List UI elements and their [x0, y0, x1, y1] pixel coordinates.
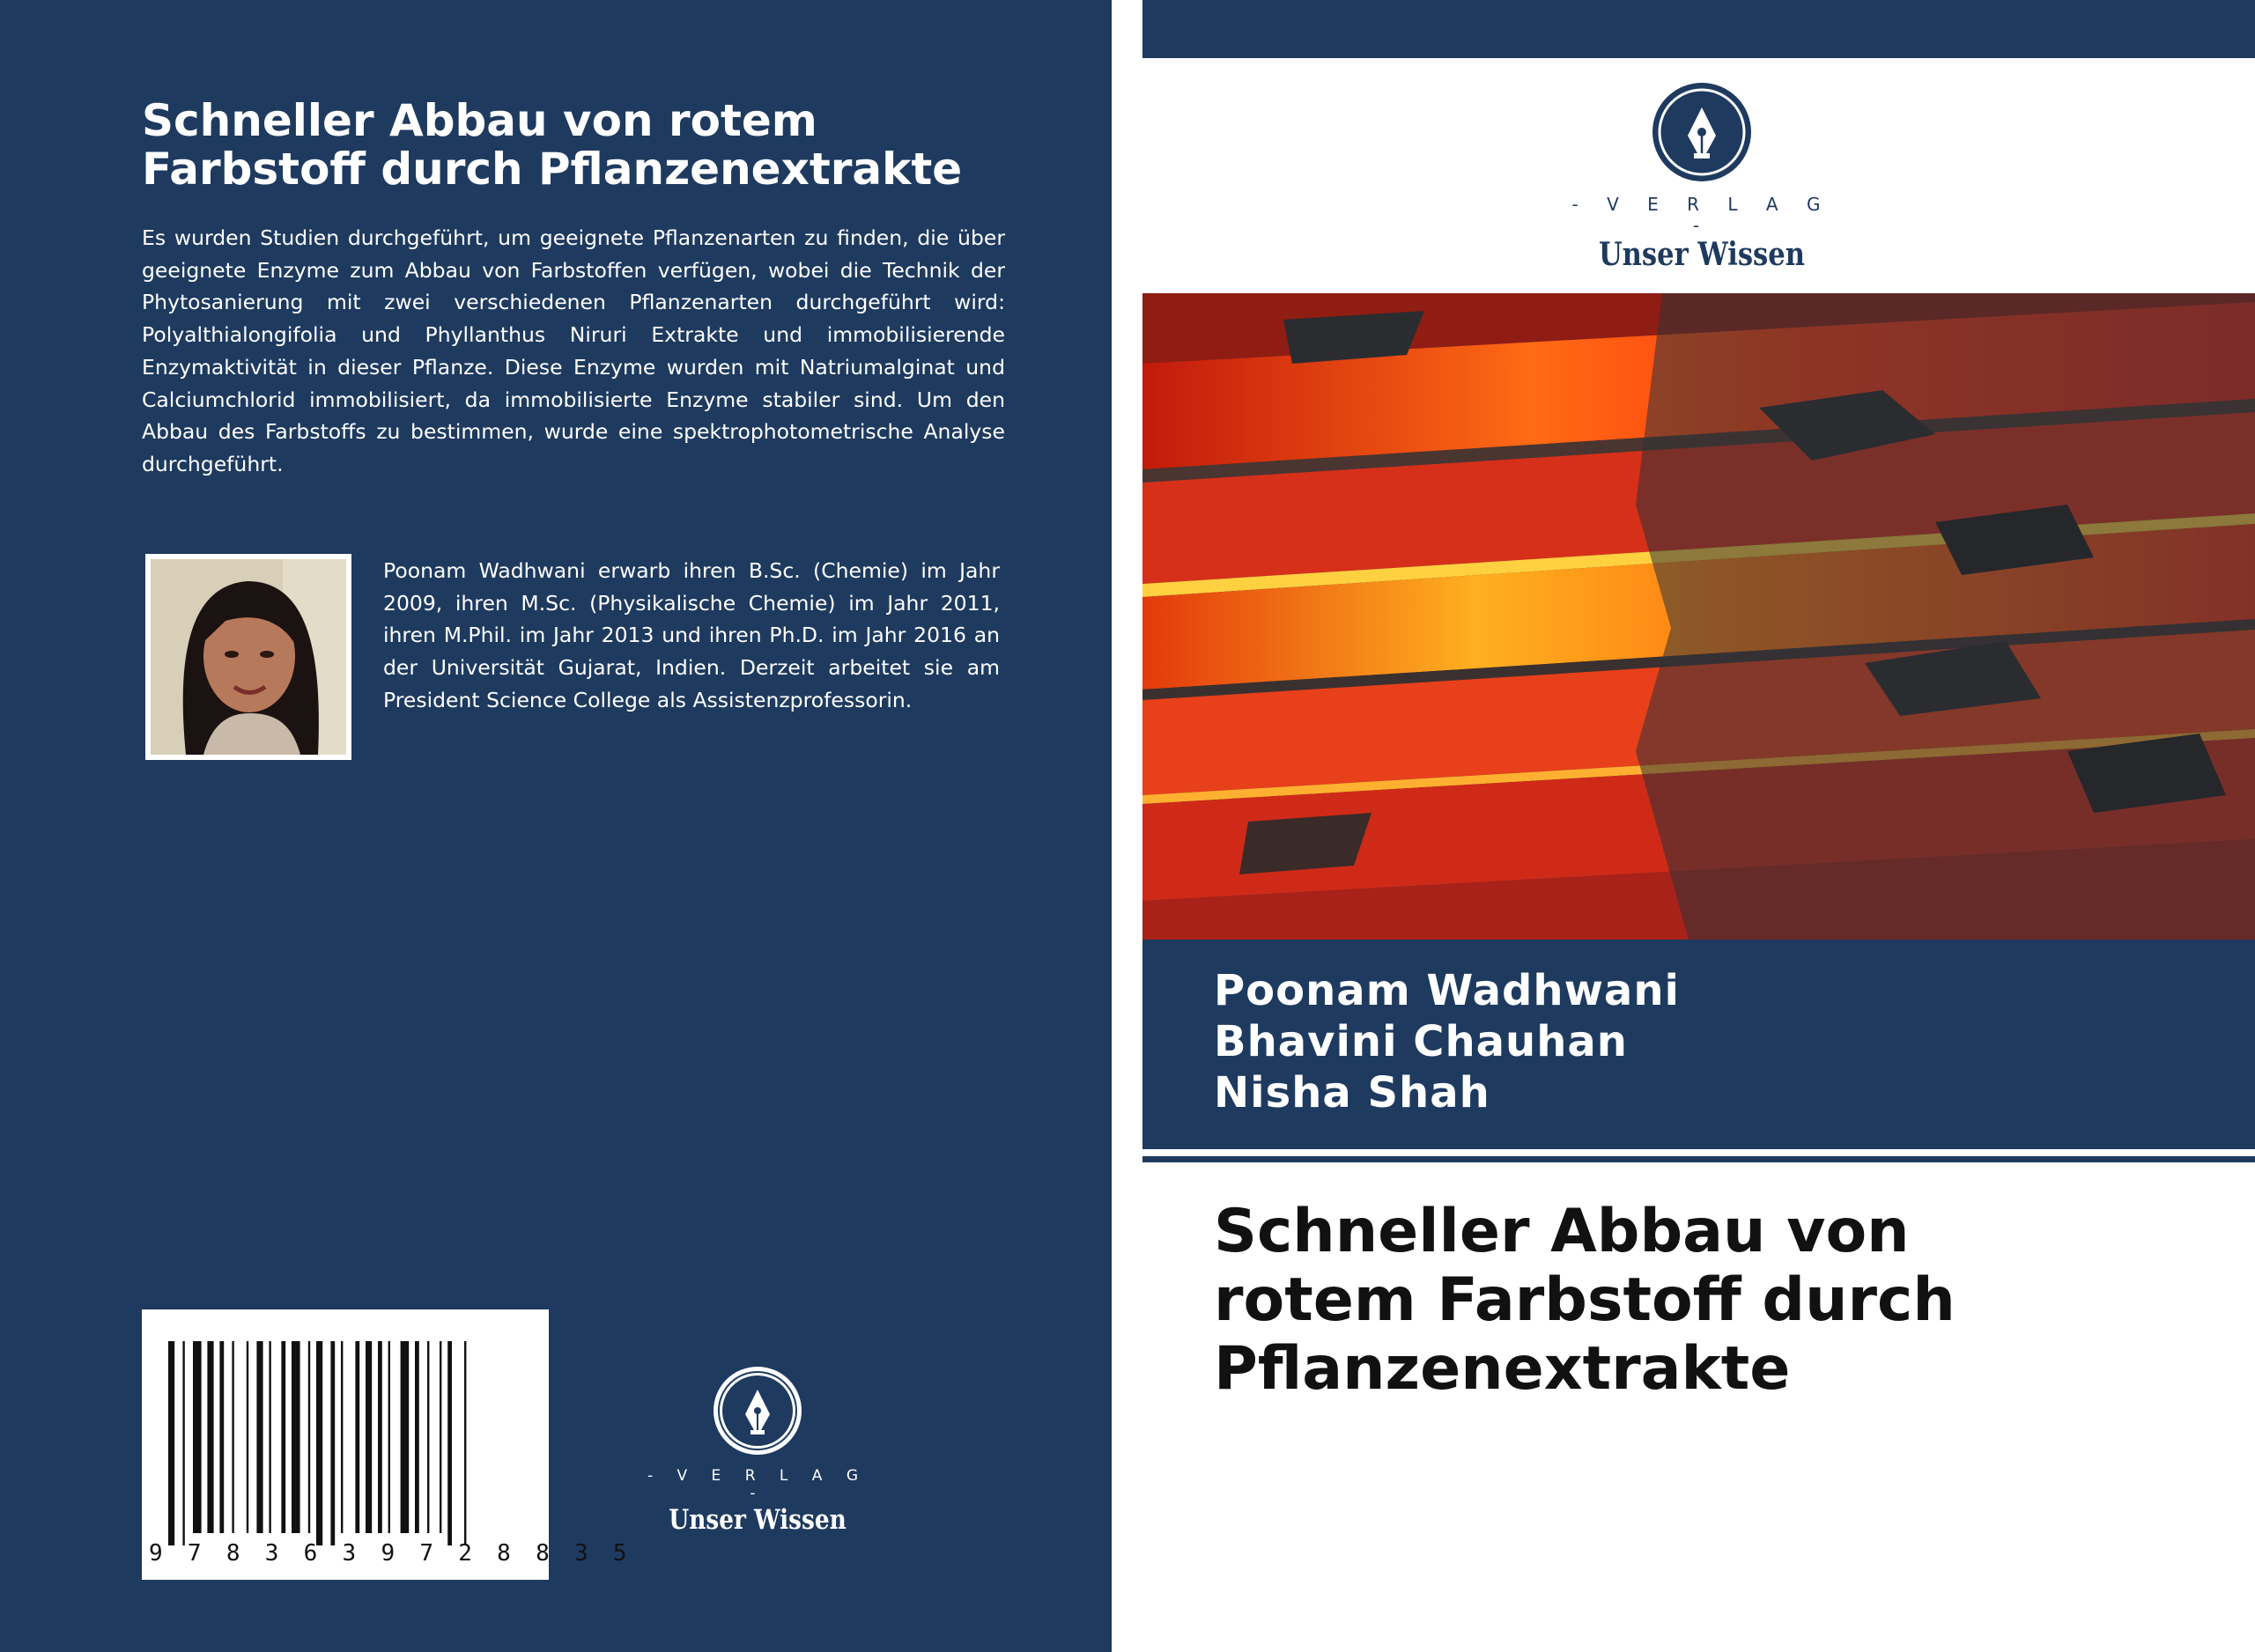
barcode-bar — [401, 1341, 410, 1533]
front-title-line-3: Pflanzenextrakte — [1214, 1334, 1791, 1404]
barcode-bar — [281, 1341, 285, 1533]
front-publisher-logo — [1556, 81, 1847, 273]
barcode-bar — [378, 1341, 382, 1533]
barcode-bar — [269, 1341, 270, 1533]
back-title-line-2: Farbstoff durch Pflanzenextrakte — [142, 144, 963, 195]
barcode-bar — [440, 1341, 441, 1533]
barcode-bar — [388, 1341, 390, 1533]
author-2: Bhavini Chauhan — [1214, 1017, 1628, 1066]
barcode-bar — [256, 1341, 262, 1533]
barcode-bar — [219, 1341, 224, 1533]
back-cover — [0, 0, 1112, 1652]
back-publisher-name: Unser Wissen — [669, 1504, 847, 1536]
barcode-bar — [193, 1341, 202, 1533]
author-3: Nisha Shah — [1214, 1068, 1490, 1117]
barcode-digits: 9 7 8 3 6 3 9 7 2 8 8 3 5 — [149, 1540, 632, 1567]
fountain-pen-nib-icon — [712, 1365, 803, 1457]
barcode-bar — [308, 1341, 310, 1533]
author-portrait-image — [151, 559, 346, 755]
author-1: Poonam Wadhwani — [1214, 966, 1680, 1015]
spine-gap — [1112, 0, 1142, 1652]
barcode-bar — [247, 1341, 248, 1533]
front-cover — [1142, 0, 2255, 1652]
back-publisher-logo — [634, 1365, 881, 1536]
fountain-pen-nib-icon — [1651, 81, 1753, 183]
isbn-barcode — [142, 1309, 632, 1580]
barcode-bar — [330, 1341, 335, 1545]
back-title-line-1: Schneller Abbau von rotem — [142, 95, 817, 146]
author-portrait — [145, 554, 351, 760]
authors-band — [1142, 940, 2255, 1149]
barcode-bar — [447, 1341, 452, 1545]
front-title-line-1: Schneller Abbau von — [1214, 1197, 1910, 1266]
front-verlag-label: - V E R L A G - — [1571, 194, 1832, 236]
barcode-bar — [427, 1341, 429, 1533]
barcode-bar — [292, 1341, 300, 1533]
author-bio: Poonam Wadhwani erwarb ihren B.Sc. (Chemie) im Jahr 2009, ihren M.Sc. (Physikalische Chemie) im Jahr 2011, ihren M.Phil. im Jahr 2013 und ihren Ph.D. im Jahr 2016 an der Universität Gujarat, Indien. Derzeit arbeitet sie am President Science College als Assistenzprofessorin. — [383, 558, 1000, 712]
barcode-bars — [142, 1309, 632, 1580]
barcode-bar — [207, 1341, 213, 1533]
barcode-bar — [355, 1341, 359, 1533]
back-verlag-label: - V E R L A G - — [647, 1467, 868, 1502]
front-top-band — [1142, 0, 2255, 58]
barcode-bar — [232, 1341, 233, 1533]
title-rule — [1142, 1156, 2255, 1162]
barcode-bar — [182, 1341, 184, 1545]
barcode-bar — [341, 1341, 343, 1533]
barcode-bar — [464, 1341, 466, 1545]
barcode-bar — [415, 1341, 419, 1533]
barcode-bar — [168, 1341, 174, 1545]
front-cover-title — [1214, 1198, 2183, 1404]
book-blurb: Es wurden Studien durchgeführt, um geeignete Pflanzenarten zu finden, die über geeignete Enzyme zum Abbau von Farbstoffen verfügen, wobei die Technik der Phytosanierung mit zwei verschiedenen Pflanzenarten durchgeführt wird: Polyalthialongifolia und Phyllanthus Niruri Extrakte und immobilisierende Enzymaktivität in dieser Pflanze. Diese Enzyme wurden mit Natriumalginat und Calciumchlorid immobilisiert, da immobilisierte Enzyme stabiler sind. Um den Abbau des Farbstoffs zu bestimmen, wurde eine spektrophotometrische Analyse durchgeführt. — [142, 225, 1005, 476]
hot-steel-bars-photo — [1142, 293, 2255, 940]
back-cover-title — [142, 97, 1023, 194]
barcode-bar — [316, 1341, 322, 1545]
front-title-line-2: rotem Farbstoff durch — [1214, 1265, 1956, 1335]
barcode-bar — [366, 1341, 372, 1533]
front-publisher-name: Unser Wissen — [1598, 236, 1806, 273]
